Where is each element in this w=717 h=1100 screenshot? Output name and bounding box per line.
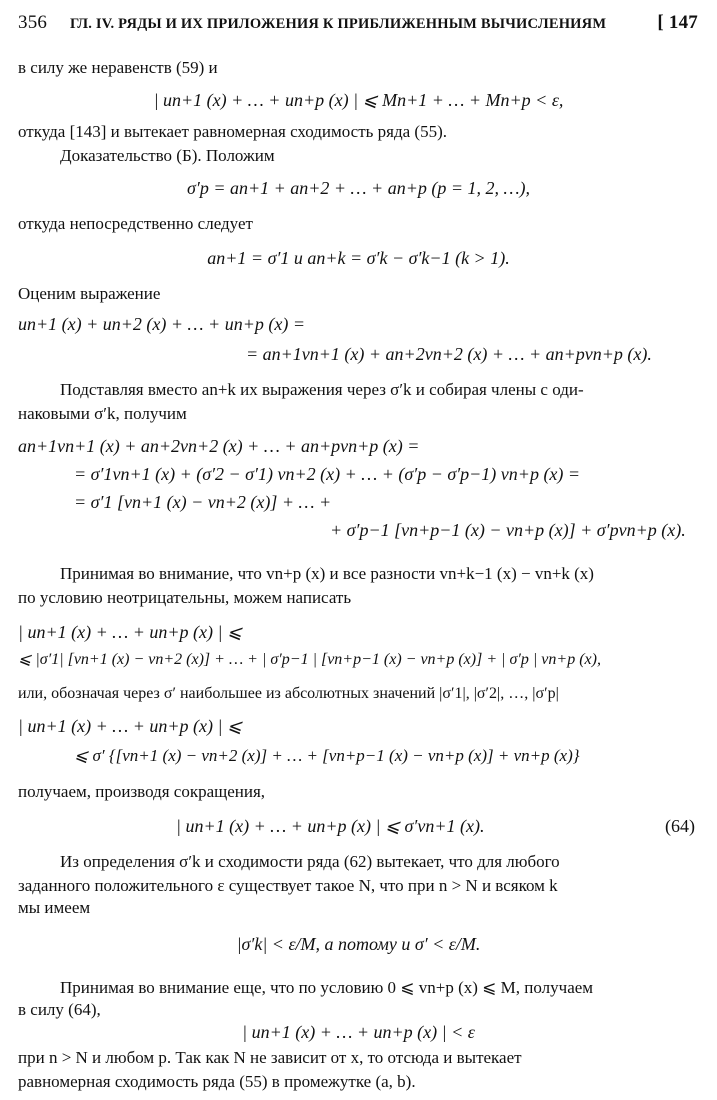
equation-number: (64) bbox=[665, 816, 695, 836]
text-line: откуда [143] и вытекает равномерная сходимость ряда (55). bbox=[18, 122, 448, 141]
equation-line: σ′p = an+1 + an+2 + … + an+p (p = 1, 2, …), bbox=[187, 178, 530, 198]
text-line: Из определения σ′k и сходимости ряда (62) вытекает, что для любого bbox=[60, 852, 560, 871]
text-line: Оценим выражение bbox=[18, 284, 161, 303]
equation-line: | un+1 (x) + … + un+p (x) | < ε bbox=[242, 1022, 475, 1042]
text-line: при n > N и любом p. Так как N не зависит от x, то отсюда и вытекает bbox=[18, 1048, 522, 1067]
text-line: откуда непосредственно следует bbox=[18, 214, 253, 233]
text-line: Подставляя вместо an+k их выражения через σ′k и собирая члены с оди- bbox=[60, 380, 584, 399]
text-line: в силу же неравенств (59) и bbox=[18, 58, 218, 77]
equation-line: un+1 (x) + un+2 (x) + … + un+p (x) = bbox=[18, 314, 305, 334]
text-line: по условию неотрицательны, можем написать bbox=[18, 588, 352, 607]
chapter-title: ГЛ. IV. РЯДЫ И ИХ ПРИЛОЖЕНИЯ К ПРИБЛИЖЕННЫМ ВЫЧИСЛЕНИЯМ bbox=[70, 16, 607, 32]
equation-line: |σ′k| < ε/M, а потому и σ′ < ε/M. bbox=[236, 934, 481, 954]
text-line: или, обозначая через σ′ наибольшее из абсолютных значений |σ′1|, |σ′2|, …, |σ′p| bbox=[18, 685, 559, 702]
equation-line: = σ′1 [vn+1 (x) − vn+2 (x)] + … + bbox=[74, 492, 332, 512]
equation-line: | un+1 (x) + … + un+p (x) | ⩽ Mn+1 + … + Mn+p < ε, bbox=[153, 90, 564, 110]
text-line: Доказательство (Б). Положим bbox=[60, 146, 275, 165]
equation-line: an+1vn+1 (x) + an+2vn+2 (x) + … + an+pvn+p (x) = bbox=[18, 436, 420, 456]
equation-line: ⩽ σ′ {[vn+1 (x) − vn+2 (x)] + … + [vn+p−1 (x) − vn+p (x)] + vn+p (x)} bbox=[74, 746, 580, 765]
text-line: Принимая во внимание еще, что по условию 0 ⩽ vn+p (x) ⩽ M, получаем bbox=[60, 978, 594, 997]
equation-line: | un+1 (x) + … + un+p (x) | ⩽ σ′vn+1 (x). (64) bbox=[176, 816, 695, 836]
equation-line: | un+1 (x) + … + un+p (x) | ⩽ bbox=[18, 716, 243, 736]
text-line: равномерная сходимость ряда (55) в промежутке (a, b). bbox=[18, 1072, 416, 1091]
text-line: в силу (64), bbox=[18, 1000, 101, 1019]
text-line: наковыми σ′k, получим bbox=[18, 404, 187, 423]
section-number: [ 147 bbox=[657, 12, 698, 33]
running-head bbox=[18, 10, 698, 36]
text-line: получаем, производя сокращения, bbox=[18, 782, 266, 801]
equation-line: ⩽ |σ′1| [vn+1 (x) − vn+2 (x)] + … + | σ′p−1 | [vn+p−1 (x) − vn+p (x)] + | σ′p | vn+p (x), bbox=[18, 651, 601, 668]
equation-line: = an+1vn+1 (x) + an+2vn+2 (x) + … + an+pvn+p (x). bbox=[246, 344, 652, 364]
equation-line: = σ′1vn+1 (x) + (σ′2 − σ′1) vn+2 (x) + … + (σ′p − σ′p−1) vn+p (x) = bbox=[74, 464, 581, 484]
text-line: заданного положительного ε существует такое N, что при n > N и всяком k bbox=[18, 876, 558, 895]
text-line: Принимая во внимание, что vn+p (x) и все разности vn+k−1 (x) − vn+k (x) bbox=[60, 564, 594, 583]
page-number: 356 bbox=[18, 12, 48, 33]
equation-line: + σ′p−1 [vn+p−1 (x) − vn+p (x)] + σ′pvn+p (x). bbox=[330, 520, 686, 540]
equation-line: | un+1 (x) + … + un+p (x) | ⩽ bbox=[18, 622, 243, 642]
text-line: мы имеем bbox=[18, 898, 91, 917]
equation-line: an+1 = σ′1 и an+k = σ′k − σ′k−1 (k > 1). bbox=[207, 248, 510, 268]
